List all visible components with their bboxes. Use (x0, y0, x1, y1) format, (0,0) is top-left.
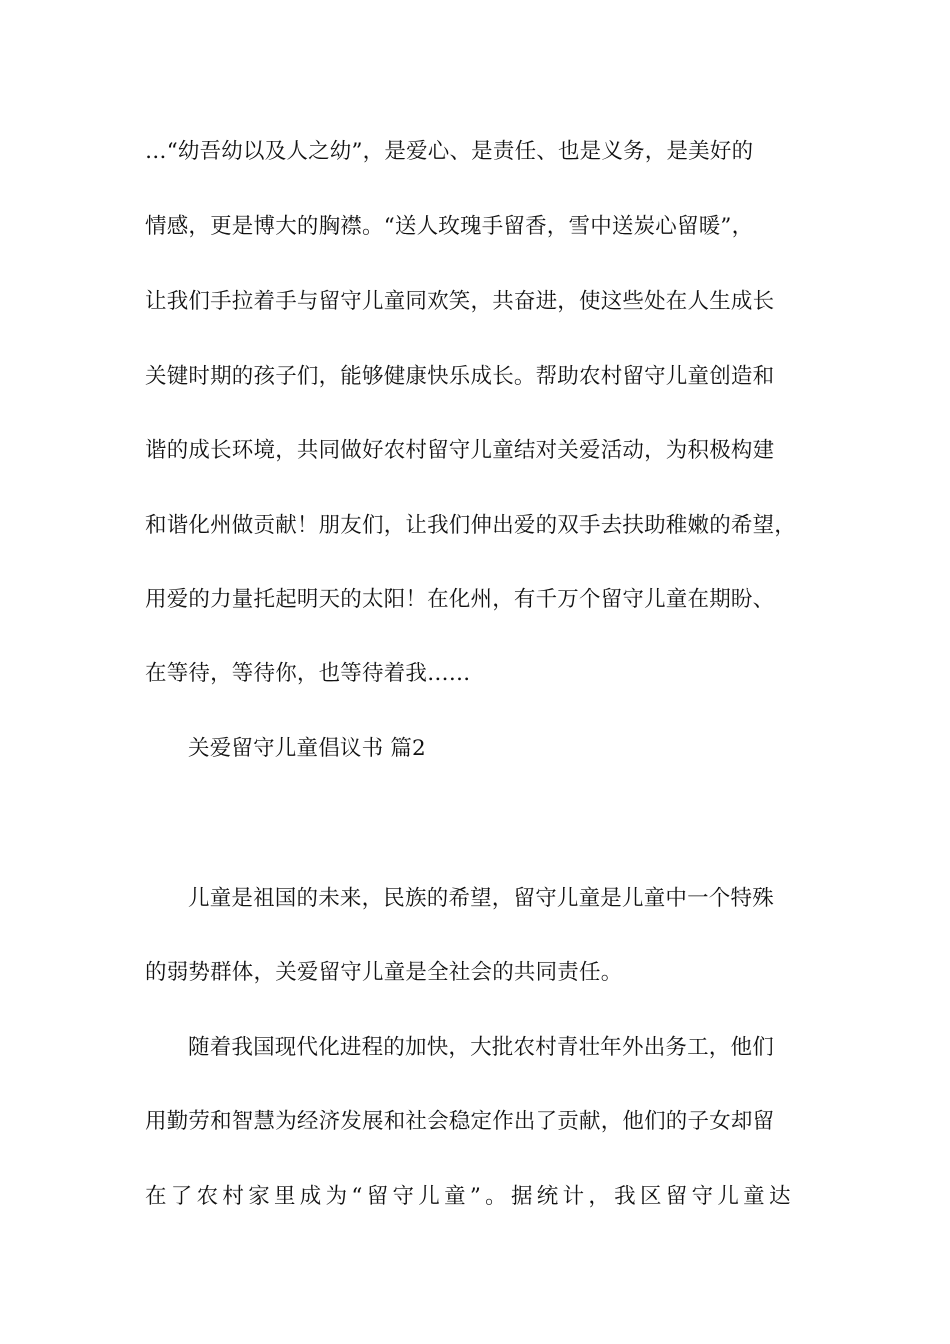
text-line: 在等待，等待你，也等待着我…… (145, 661, 471, 686)
paragraph-line: 儿童是祖国的未来，民族的希望，留守儿童是儿童中一个特殊 (188, 886, 774, 911)
text-line: 谐的成长环境，共同做好农村留守儿童结对关爱活动，为积极构建 (145, 438, 775, 463)
paragraph-line: 的弱势群体，关爱留守儿童是全社会的共同责任。 (145, 960, 623, 985)
text-line: 让我们手拉着手与留守儿童同欢笑，共奋进，使这些处在人生成长 (145, 289, 775, 314)
paragraph-line: 随着我国现代化进程的加快，大批农村青壮年外出务工，他们 (188, 1035, 774, 1060)
text-line: 用爱的力量托起明天的太阳！在化州，有千万个留守儿童在期盼、 (145, 587, 775, 612)
text-line: …“幼吾幼以及人之幼”，是爱心、是责任、也是义务，是美好的 (145, 139, 754, 164)
text-line: 关键时期的孩子们，能够健康快乐成长。帮助农村留守儿童创造和 (145, 364, 775, 389)
text-line: 和谐化州做贡献！朋友们，让我们伸出爱的双手去扶助稚嫩的希望， (145, 513, 797, 538)
paragraph-line: 用勤劳和智慧为经济发展和社会稳定作出了贡献，他们的子女却留 (145, 1109, 775, 1134)
paragraph-line: 在了农村家里成为“留守儿童”。据统计，我区留守儿童达 (145, 1184, 795, 1209)
text-line: 情感，更是博大的胸襟。“送人玫瑰手留香，雪中送炭心留暖”， (145, 214, 754, 239)
section-heading: 关爱留守儿童倡议书 篇2 (188, 736, 426, 761)
